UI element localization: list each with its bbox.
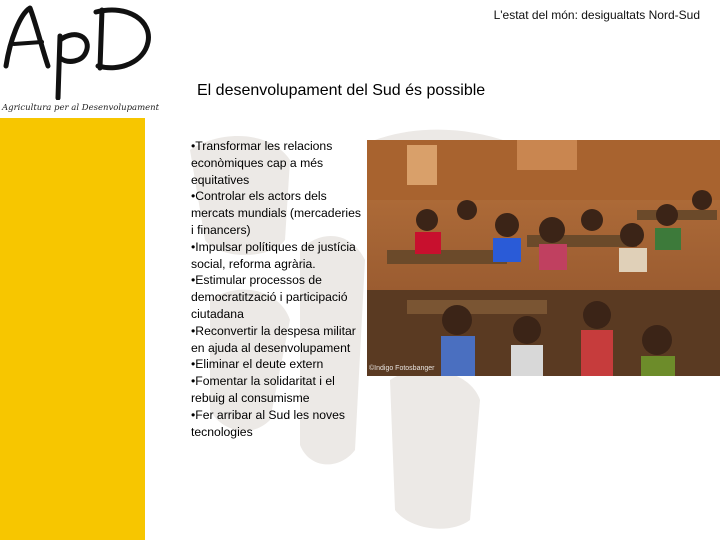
yellow-sidebar-bar	[0, 118, 145, 540]
bullet-list	[191, 138, 367, 440]
classroom-photo-image	[367, 140, 720, 376]
bullet-item: •Transformar les relacions econòmiques cap a més equitatives	[191, 139, 333, 187]
bullet-item: •Fomentar la solidaritat i el rebuig al consumisme	[191, 374, 335, 405]
bullet-item: •Reconvertir la despesa militar en ajuda al desenvolupament	[191, 323, 356, 355]
photo-credit: ©Indigo Fotosbanger	[369, 365, 435, 372]
bullet-item: •Impulsar polítiques de justícia social, reforma agrària.	[191, 239, 356, 271]
apd-logo	[0, 0, 160, 118]
bullet-item: •Estimular processos de democratització i participació ciutadana	[191, 273, 348, 321]
classroom-photo	[367, 140, 720, 376]
bullet-item: •Eliminar el deute extern	[191, 357, 324, 372]
logo-tagline: Agricultura per al Desenvolupament	[2, 103, 160, 113]
apd-logo-glyphs	[0, 0, 160, 100]
slide-title: El desenvolupament del Sud és possible	[197, 82, 486, 99]
bullet-item: •Controlar els actors dels mercats mundials (mercaderies i financers)	[191, 189, 362, 237]
bullet-item: •Fer arribar al Sud les noves tecnologies	[191, 407, 345, 439]
header-subtitle: L'estat del món: desigualtats Nord-Sud	[493, 8, 700, 22]
